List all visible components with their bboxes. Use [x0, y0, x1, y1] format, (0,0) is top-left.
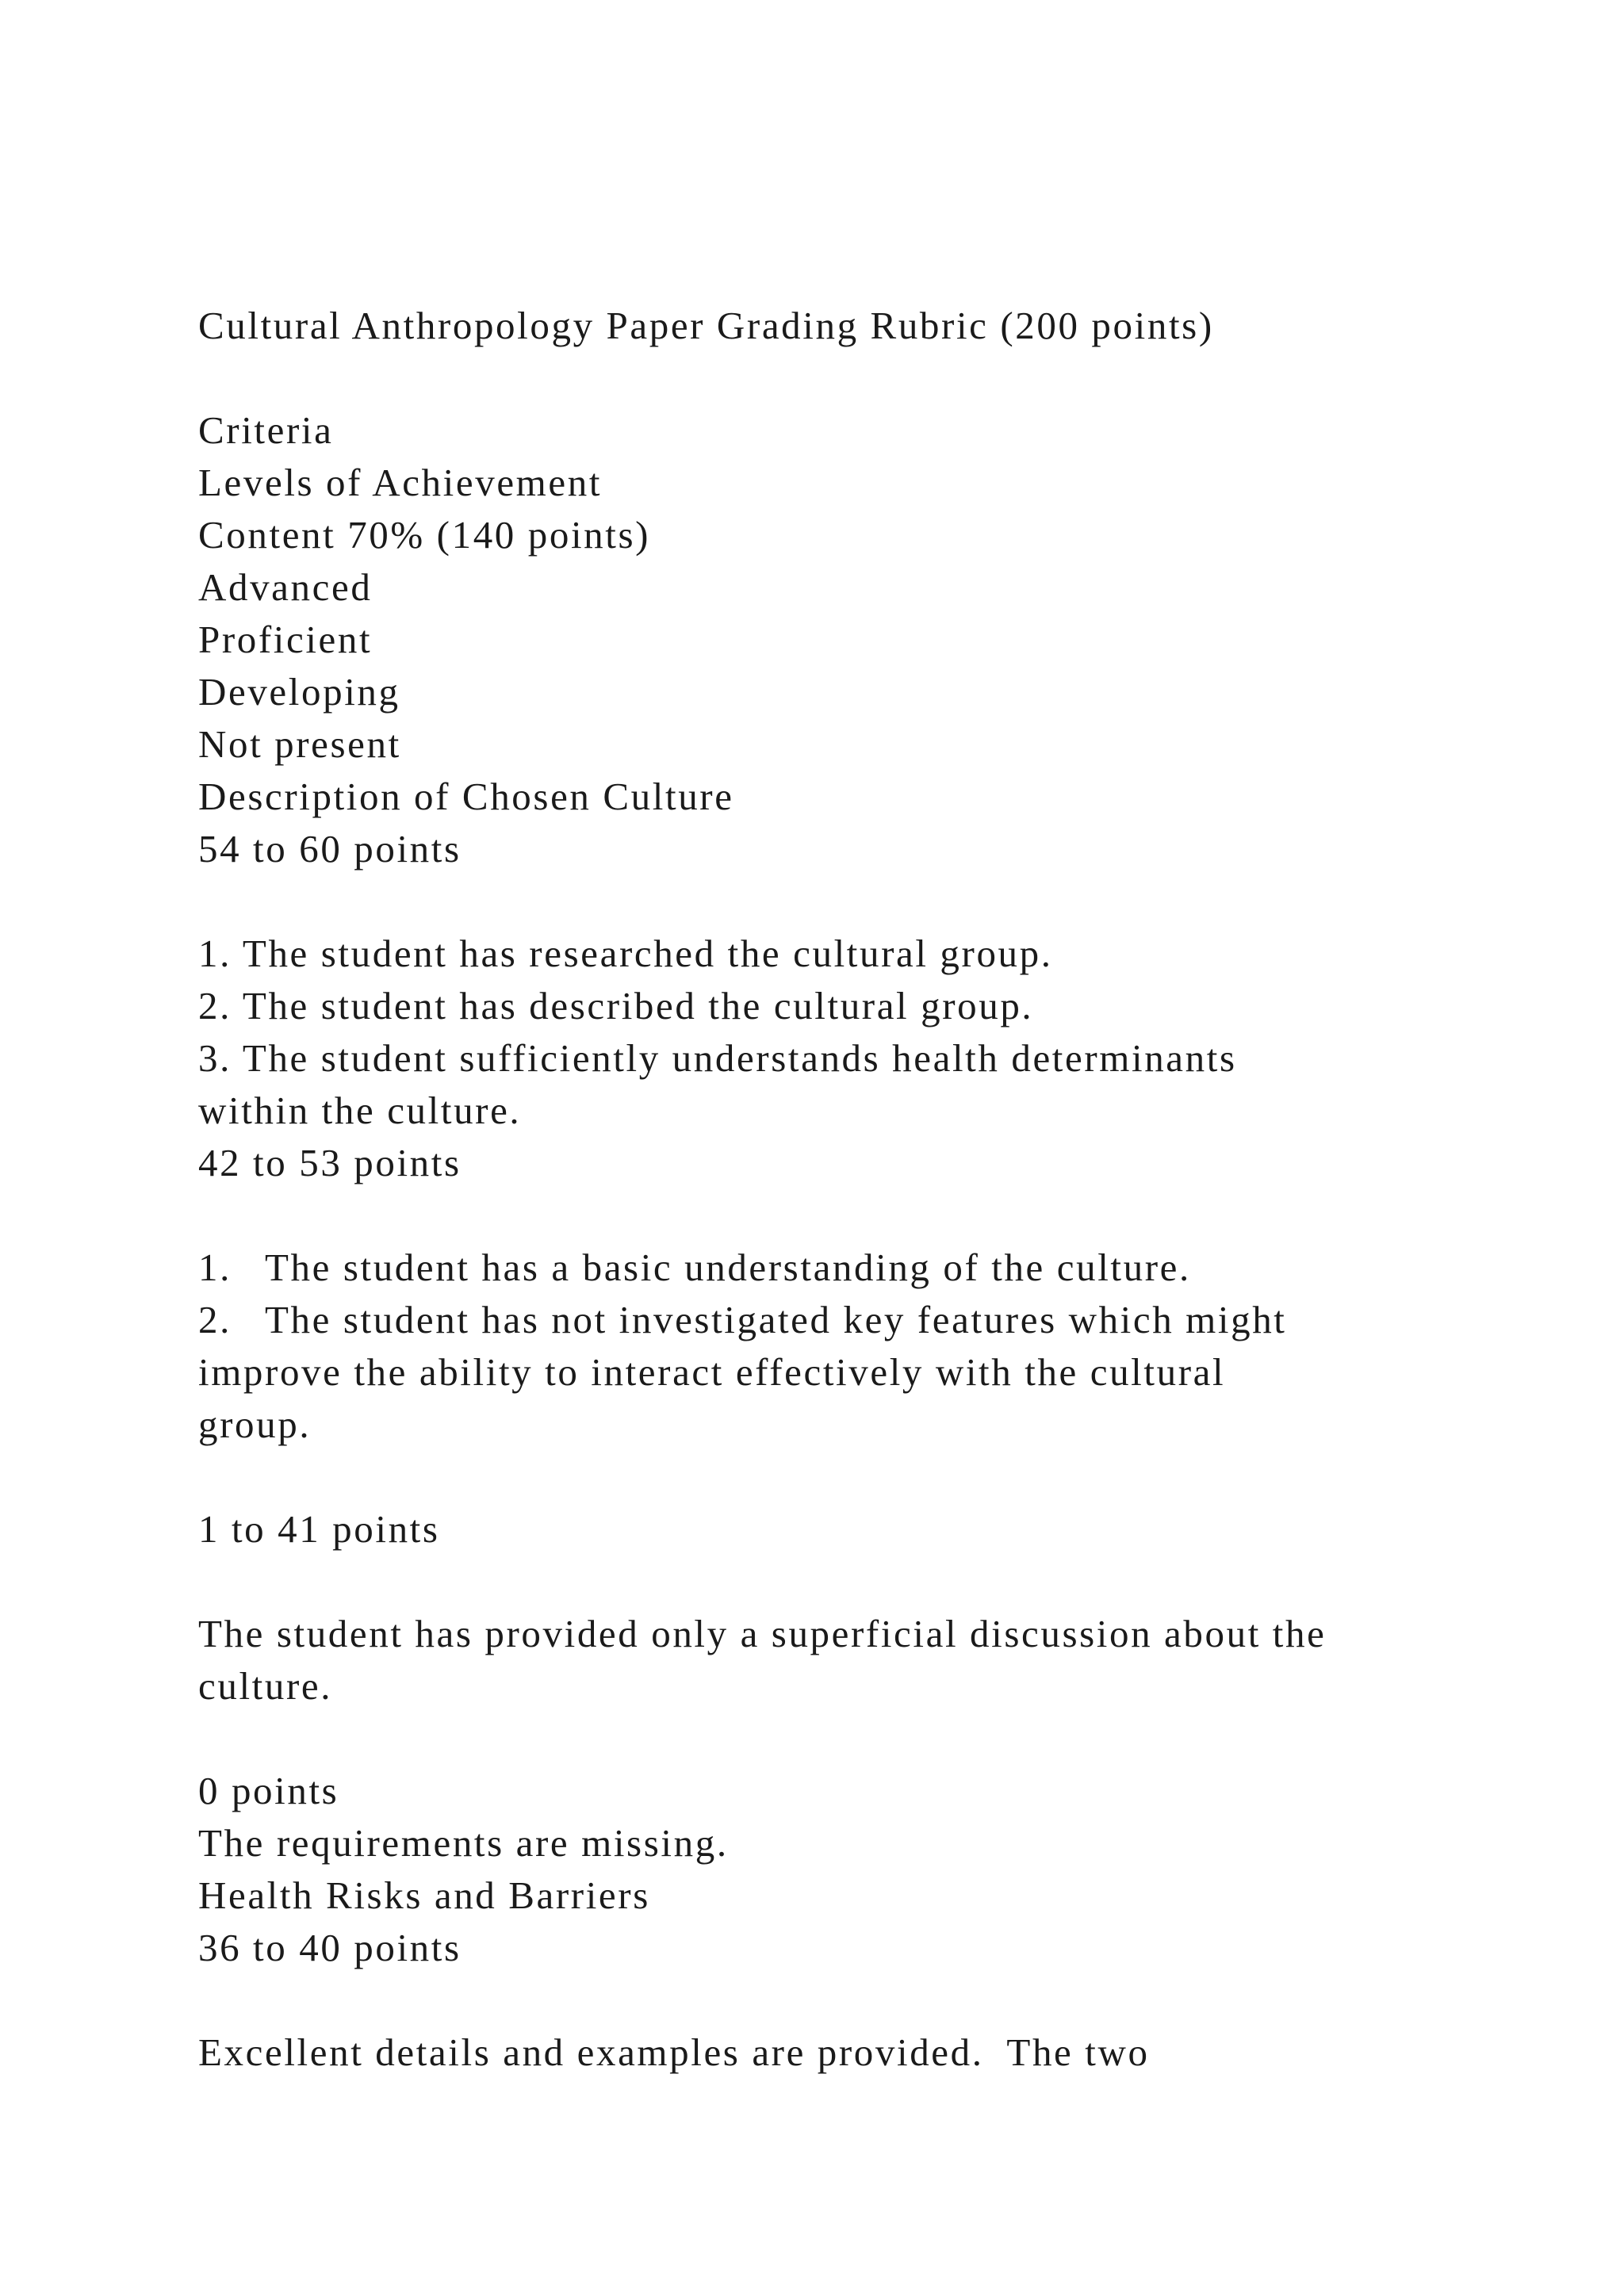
criterion-description-culture: Description of Chosen Culture: [198, 775, 734, 818]
item-number: 2.: [198, 1298, 232, 1341]
health-advanced-text: Excellent details and examples are provided. The two: [198, 2030, 1150, 2074]
item-text: The student has a basic understanding of the culture.: [265, 1246, 1191, 1289]
proficient-points: 42 to 53 points: [198, 1141, 462, 1184]
health-advanced-points: 36 to 40 points: [198, 1926, 462, 1969]
developing-points: 1 to 41 points: [198, 1507, 440, 1551]
proficient-item: [198, 1300, 1287, 1339]
developing-text: The student has provided only a superficial discussion about the: [198, 1612, 1327, 1655]
proficient-item: [198, 1248, 1191, 1287]
advanced-label: Advanced: [198, 565, 373, 609]
proficient-item-continued: group.: [198, 1402, 312, 1446]
advanced-item-continued: within the culture.: [198, 1089, 522, 1132]
item-number: 1.: [198, 1246, 232, 1289]
content-label: Content 70% (140 points): [198, 513, 651, 557]
advanced-points: 54 to 60 points: [198, 827, 462, 871]
advanced-item: 1. The student has researched the cultural group.: [198, 932, 1053, 975]
developing-text-continued: culture.: [198, 1664, 333, 1708]
not-present-label: Not present: [198, 722, 401, 766]
not-present-text: The requirements are missing.: [198, 1821, 729, 1865]
rubric-title: Cultural Anthropology Paper Grading Rubric (200 points): [198, 304, 1214, 347]
levels-label: Levels of Achievement: [198, 461, 603, 504]
criterion-health-risks: Health Risks and Barriers: [198, 1873, 650, 1917]
item-text: The student has not investigated key features which might: [265, 1298, 1287, 1341]
advanced-item: 3. The student sufficiently understands health determinants: [198, 1036, 1237, 1080]
not-present-points: 0 points: [198, 1769, 339, 1812]
proficient-label: Proficient: [198, 618, 373, 661]
advanced-item: 2. The student has described the cultural group.: [198, 984, 1034, 1027]
developing-label: Developing: [198, 670, 400, 714]
proficient-item-continued: improve the ability to interact effectively with the cultural: [198, 1350, 1226, 1394]
criteria-label: Criteria: [198, 408, 334, 452]
